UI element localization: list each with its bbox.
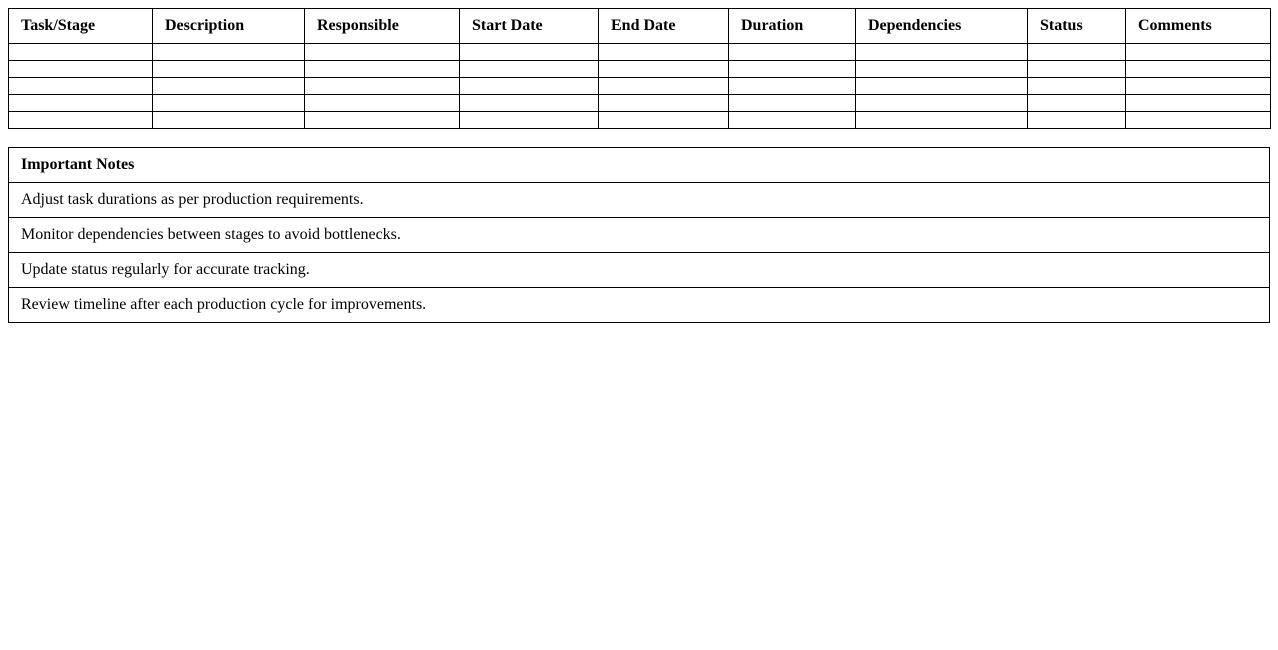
note-item: Review timeline after each production cycle for improvements. [9,288,1270,323]
table-cell[interactable] [460,112,599,129]
header-description: Description [153,9,305,44]
document-body [8,8,1270,323]
table-cell[interactable] [729,78,856,95]
table-cell[interactable] [1028,44,1126,61]
table-row [9,112,1271,129]
table-cell[interactable] [1126,112,1271,129]
table-cell[interactable] [1028,112,1126,129]
table-cell[interactable] [856,61,1028,78]
notes-header-row [9,148,1270,183]
table-cell[interactable] [729,44,856,61]
table-cell[interactable] [9,112,153,129]
header-status: Status [1028,9,1126,44]
table-cell[interactable] [9,78,153,95]
header-start-date: Start Date [460,9,599,44]
note-item: Update status regularly for accurate tracking. [9,253,1270,288]
header-dependencies: Dependencies [856,9,1028,44]
table-cell[interactable] [729,61,856,78]
table-cell[interactable] [305,95,460,112]
table-cell[interactable] [305,78,460,95]
header-comments: Comments [1126,9,1271,44]
table-cell[interactable] [856,78,1028,95]
table-row [9,95,1271,112]
table-cell[interactable] [1028,95,1126,112]
header-row [9,9,1271,44]
table-cell[interactable] [305,44,460,61]
table-cell[interactable] [153,61,305,78]
table-cell[interactable] [599,44,729,61]
table-row [9,44,1271,61]
table-cell[interactable] [1126,95,1271,112]
table-cell[interactable] [856,112,1028,129]
notes-title: Important Notes [9,148,1270,183]
table-cell[interactable] [729,95,856,112]
note-item: Adjust task durations as per production requirements. [9,183,1270,218]
notes-row [9,218,1270,253]
table-cell[interactable] [1126,44,1271,61]
table-row [9,78,1271,95]
notes-row [9,183,1270,218]
table-cell[interactable] [599,95,729,112]
table-cell[interactable] [305,112,460,129]
table-cell[interactable] [9,95,153,112]
table-cell[interactable] [729,112,856,129]
timeline-table [8,8,1271,129]
table-cell[interactable] [153,78,305,95]
table-cell[interactable] [599,78,729,95]
table-cell[interactable] [599,61,729,78]
table-cell[interactable] [599,112,729,129]
notes-row [9,288,1270,323]
table-cell[interactable] [153,44,305,61]
table-cell[interactable] [1126,61,1271,78]
table-cell[interactable] [856,44,1028,61]
header-responsible: Responsible [305,9,460,44]
table-cell[interactable] [1126,78,1271,95]
table-cell[interactable] [460,78,599,95]
table-cell[interactable] [1028,78,1126,95]
note-item: Monitor dependencies between stages to avoid bottlenecks. [9,218,1270,253]
table-cell[interactable] [9,61,153,78]
table-cell[interactable] [460,95,599,112]
table-cell[interactable] [305,61,460,78]
table-row [9,61,1271,78]
table-cell[interactable] [856,95,1028,112]
important-notes-table [8,147,1270,323]
table-cell[interactable] [1028,61,1126,78]
table-cell[interactable] [9,44,153,61]
table-cell[interactable] [153,112,305,129]
table-cell[interactable] [460,44,599,61]
table-cell[interactable] [460,61,599,78]
header-end-date: End Date [599,9,729,44]
notes-row [9,253,1270,288]
header-task-stage: Task/Stage [9,9,153,44]
header-duration: Duration [729,9,856,44]
table-cell[interactable] [153,95,305,112]
